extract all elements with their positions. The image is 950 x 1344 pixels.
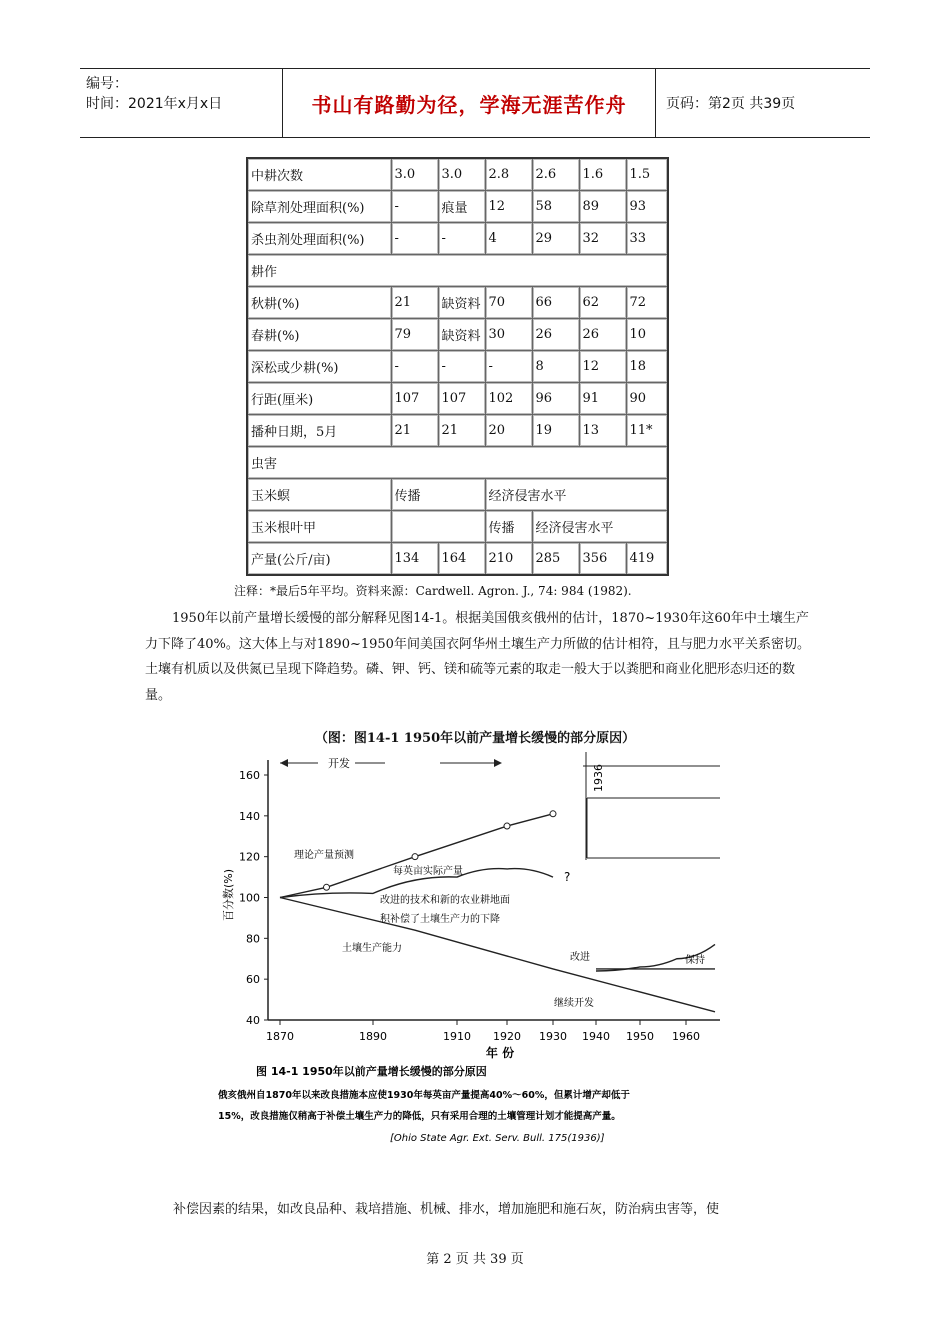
label-1936: 1936 [592, 764, 605, 792]
x-ticks [266, 1020, 700, 1043]
table-cell: 26 [532, 319, 579, 351]
table-row-label: 杀虫剂处理面积(%) [247, 223, 391, 255]
table-cell: 18 [626, 351, 668, 383]
table-cell: 缺资料 [438, 319, 485, 351]
table-row-label: 春耕(%) [247, 319, 391, 351]
table-row-label: 玉米螟 [247, 479, 391, 511]
data-point [412, 854, 418, 860]
table-cell: 30 [485, 319, 532, 351]
x-tick-label: 1870 [266, 1030, 294, 1043]
table-cell: 72 [626, 287, 668, 319]
table-row [247, 287, 668, 319]
table-cell: 12 [579, 351, 626, 383]
data-table [246, 157, 669, 576]
header-motto-cell [283, 69, 656, 137]
development-arrow [280, 756, 502, 770]
figure-14-1 [210, 750, 730, 1150]
y-tick-label: 100 [239, 891, 260, 905]
label-kaifa: 开发 [328, 757, 350, 770]
table-row-label: 中耕次数 [247, 158, 391, 191]
table-cell: 传播 [391, 479, 485, 511]
table-cell: 62 [579, 287, 626, 319]
marker-1936 [583, 752, 720, 860]
table-cell: 29 [532, 223, 579, 255]
table-cell: 21 [438, 415, 485, 447]
table-cell: - [391, 351, 438, 383]
table-cell: 传播 [485, 511, 532, 543]
number-label: 编号： [86, 76, 128, 92]
x-tick-label: 1890 [359, 1030, 387, 1043]
table-cell: 164 [438, 543, 485, 576]
table-row [247, 191, 668, 223]
table-section-header: 虫害 [247, 447, 668, 479]
figure-title: 图 14-1 1950年以前产量增长缓慢的部分原因 [256, 1065, 487, 1078]
data-point [324, 884, 330, 890]
table-row-label: 产量(公斤/亩) [247, 543, 391, 576]
page-header [80, 68, 870, 138]
table-cell: 93 [626, 191, 668, 223]
label-actual: 每英亩实际产量 [393, 866, 463, 877]
table-cell: 11* [626, 415, 668, 447]
table-cell: 89 [579, 191, 626, 223]
label-baochi: 保持 [685, 955, 705, 966]
table-cell: 66 [532, 287, 579, 319]
table-row-label: 深松或少耕(%) [247, 351, 391, 383]
table-cell: 107 [391, 383, 438, 415]
table-row [247, 447, 668, 479]
label-improve-1: 改进的技术和新的农业耕地面 [380, 895, 510, 906]
y-ticks [239, 769, 268, 1027]
table-cell: 356 [579, 543, 626, 576]
table-cell: 107 [438, 383, 485, 415]
table-cell: 痕量 [438, 191, 485, 223]
table-row [247, 351, 668, 383]
x-tick-label: 1910 [443, 1030, 471, 1043]
x-tick-label: 1920 [493, 1030, 521, 1043]
table-row [247, 223, 668, 255]
table-section-header: 耕作 [247, 255, 668, 287]
label-qmark: ? [564, 870, 571, 884]
table-cell: 134 [391, 543, 438, 576]
table-row [247, 319, 668, 351]
y-tick-label: 140 [239, 809, 260, 823]
page-footer: 第 2 页 共 39 页 [426, 1252, 524, 1267]
body-paragraph: 1950年以前产量增长缓慢的部分解释见图14-1。根据美国俄亥俄州的估计，1870~1930年这60年中土壤生产力下降了40%。这大体上与对1890~1950年间美国衣阿华州土壤生产力所做的估计相符，且与肥力水平关系密切。土壤有机质以及供氮已呈现下降趋势。磷、钾、钙、镁和硫等元素的取走一般大于以粪肥和商业化肥形态归还的数量。 [145, 611, 810, 703]
table-cell: 33 [626, 223, 668, 255]
y-tick-label: 120 [239, 850, 260, 864]
y-tick-label: 80 [246, 932, 260, 946]
table-cell: - [438, 223, 485, 255]
label-improve-2: 积补偿了土壤生产力的下降 [380, 914, 500, 925]
table-cell: 70 [485, 287, 532, 319]
table-cell: 3.0 [391, 158, 438, 191]
table-cell: 10 [626, 319, 668, 351]
label-jixu: 继续开发 [554, 998, 594, 1009]
series-group [280, 811, 715, 1012]
table-cell: 21 [391, 415, 438, 447]
table-cell: 91 [579, 383, 626, 415]
y-tick-label: 40 [246, 1014, 260, 1027]
table-cell: 1.6 [579, 158, 626, 191]
page-info: 页码：第2页 共39页 [666, 96, 796, 112]
table-cell: 2.6 [532, 158, 579, 191]
x-axis-label: 年 份 [485, 1046, 515, 1060]
table-cell: 102 [485, 383, 532, 415]
label-soil: 土壤生产能力 [342, 943, 402, 954]
table-row [247, 158, 668, 191]
table-row [247, 255, 668, 287]
table-cell: 12 [485, 191, 532, 223]
figure-desc-1: 俄亥俄州自1870年以来改良措施本应使1930年每英亩产量提高40%～60%，但累计增产却低于 [218, 1090, 630, 1101]
table-cell: 3.0 [438, 158, 485, 191]
motto: 书山有路勤为径，学海无涯苦作舟 [311, 92, 627, 117]
figure-source: [Ohio State Agr. Ext. Serv. Bull. 175(1936)] [390, 1133, 605, 1144]
table-cell: 20 [485, 415, 532, 447]
table-row-label: 玉米根叶甲 [247, 511, 391, 543]
header-meta-cell [80, 69, 283, 137]
table-cell: 1.5 [626, 158, 668, 191]
table-cell: 4 [485, 223, 532, 255]
table-cell: - [391, 223, 438, 255]
table-cell: 32 [579, 223, 626, 255]
figure-desc-2: 15%，改良措施仅稍高于补偿土壤生产力的降低，只有采用合理的土壤管理计划才能提高产量。 [218, 1111, 621, 1122]
x-tick-label: 1930 [539, 1030, 567, 1043]
table-cell: 19 [532, 415, 579, 447]
table-row-label: 播种日期，5月 [247, 415, 391, 447]
x-tick-label: 1950 [626, 1030, 654, 1043]
y-tick-label: 60 [246, 973, 260, 987]
table-cell: 经济侵害水平 [485, 479, 668, 511]
table-cell: 8 [532, 351, 579, 383]
table-cell: 经济侵害水平 [532, 511, 668, 543]
table-cell: 21 [391, 287, 438, 319]
table-row [247, 511, 668, 543]
table-cell: 缺资料 [438, 287, 485, 319]
table-note: 注释：*最后5年平均。资料来源：Cardwell. Agron. J., 74: 984 (1982). [234, 584, 632, 598]
table-cell: - [485, 351, 532, 383]
table-cell: 79 [391, 319, 438, 351]
table-cell: 58 [532, 191, 579, 223]
label-theory: 理论产量预测 [294, 850, 354, 861]
data-point [504, 823, 510, 829]
table-row [247, 479, 668, 511]
table-row-label: 秋耕(%) [247, 287, 391, 319]
table-row [247, 383, 668, 415]
table-cell: 2.8 [485, 158, 532, 191]
table-row [247, 543, 668, 576]
table-row [247, 415, 668, 447]
time-label: 时间：2021年x月x日 [86, 96, 223, 112]
table-row-label: 行距(厘米) [247, 383, 391, 415]
table-cell: 90 [626, 383, 668, 415]
table-cell: 285 [532, 543, 579, 576]
table-cell: 13 [579, 415, 626, 447]
table-cell: 210 [485, 543, 532, 576]
figure-caption: （图：图14-1 1950年以前产量增长缓慢的部分原因） [314, 731, 636, 746]
table-row-label: 除草剂处理面积(%) [247, 191, 391, 223]
table-cell: 96 [532, 383, 579, 415]
table-cell: 26 [579, 319, 626, 351]
data-point [550, 811, 556, 817]
table-cell: 419 [626, 543, 668, 576]
x-tick-label: 1940 [582, 1030, 610, 1043]
y-tick-label: 160 [239, 769, 260, 782]
body-paragraph-2: 补偿因素的结果，如改良品种、栽培措施、机械、排水，增加施肥和施石灰，防治病虫害等，使 [173, 1202, 720, 1217]
table-cell [391, 511, 485, 543]
x-tick-label: 1960 [672, 1030, 700, 1043]
y-axis-label: 百分数(%) [222, 868, 235, 922]
table-cell: - [391, 191, 438, 223]
label-gaijin: 改进 [570, 952, 590, 963]
table-cell: - [438, 351, 485, 383]
